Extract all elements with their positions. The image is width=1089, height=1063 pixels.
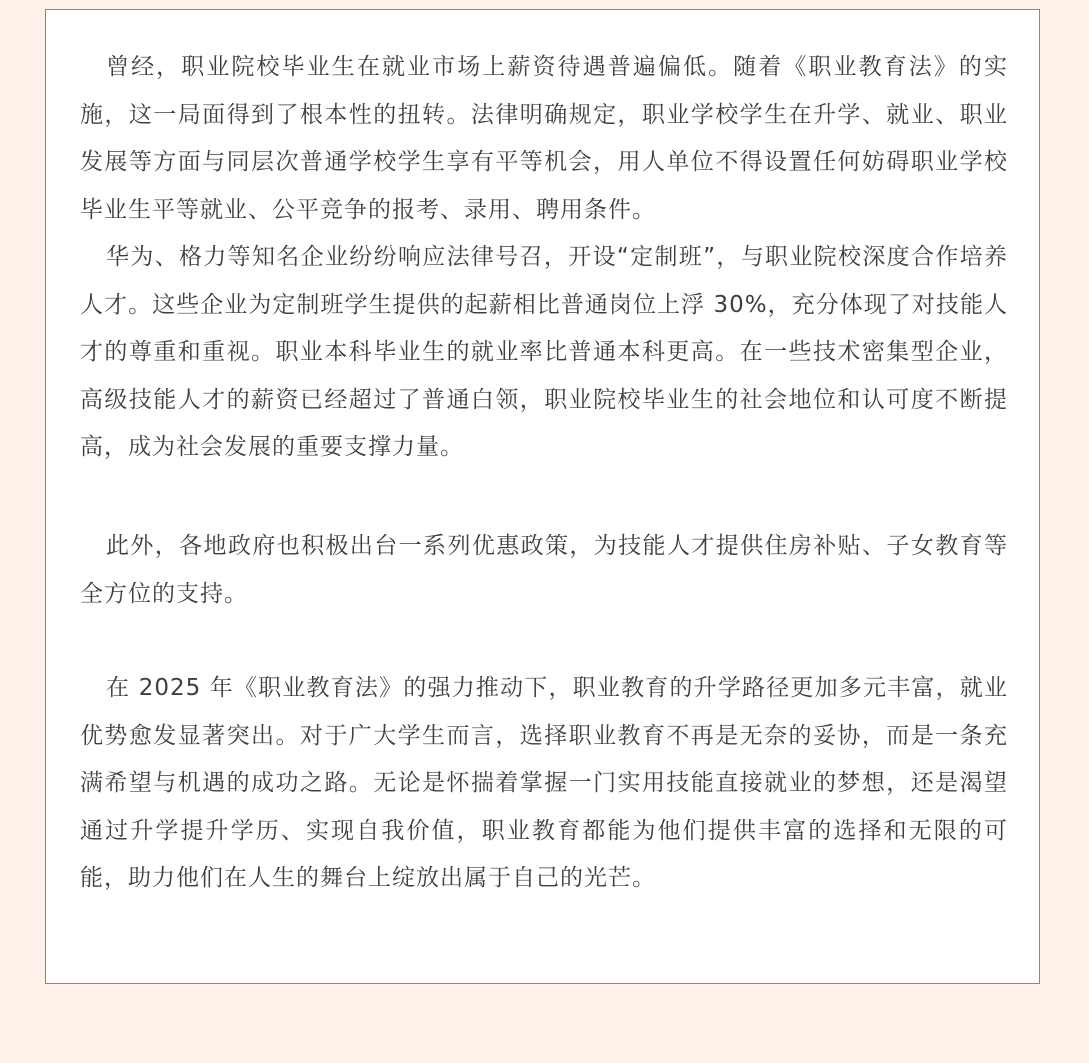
paragraph-enterprise-cooperation: 华为、格力等知名企业纷纷响应法律号召，开设“定制班”，与职业院校深度合作培养人才。这些企业为定制班学生提供的起薪相比普通岗位上浮 30%，充分体现了对技能人才的尊重和重视。职业本科毕业生的就业率比普通本科更高。在一些技术密集型企业，高级技能人才的薪资已经超过了普通白领，职业院校毕业生的社会地位和认可度不断提高，成为社会发展的重要支撑力量。 [80,244,1008,461]
paragraph-salary-history: 曾经，职业院校毕业生在就业市场上薪资待遇普遍偏低。随着《职业教育法》的实施，这一局面得到了根本性的扭转。法律明确规定，职业学校学生在升学、就业、职业发展等方面与同层次普通学校学生享有平等机会，用人单位不得设置任何妨碍职业学校毕业生平等就业、公平竞争的报考、录用、聘用条件。 [80,54,1008,223]
article-card [45,9,1040,984]
paragraph-government-policy: 此外，各地政府也积极出台一系列优惠政策，为技能人才提供住房补贴、子女教育等全方位的支持。 [80,533,1008,607]
paragraph-conclusion: 在 2025 年《职业教育法》的强力推动下，职业教育的升学路径更加多元丰富，就业优势愈发显著突出。对于广大学生而言，选择职业教育不再是无奈的妥协，而是一条充满希望与机遇的成功之路。无论是怀揣着掌握一门实用技能直接就业的梦想，还是渴望通过升学提升学历、实现自我价值，职业教育都能为他们提供丰富的选择和无限的可能，助力他们在人生的舞台上绽放出属于自己的光芒。 [80,675,1008,892]
